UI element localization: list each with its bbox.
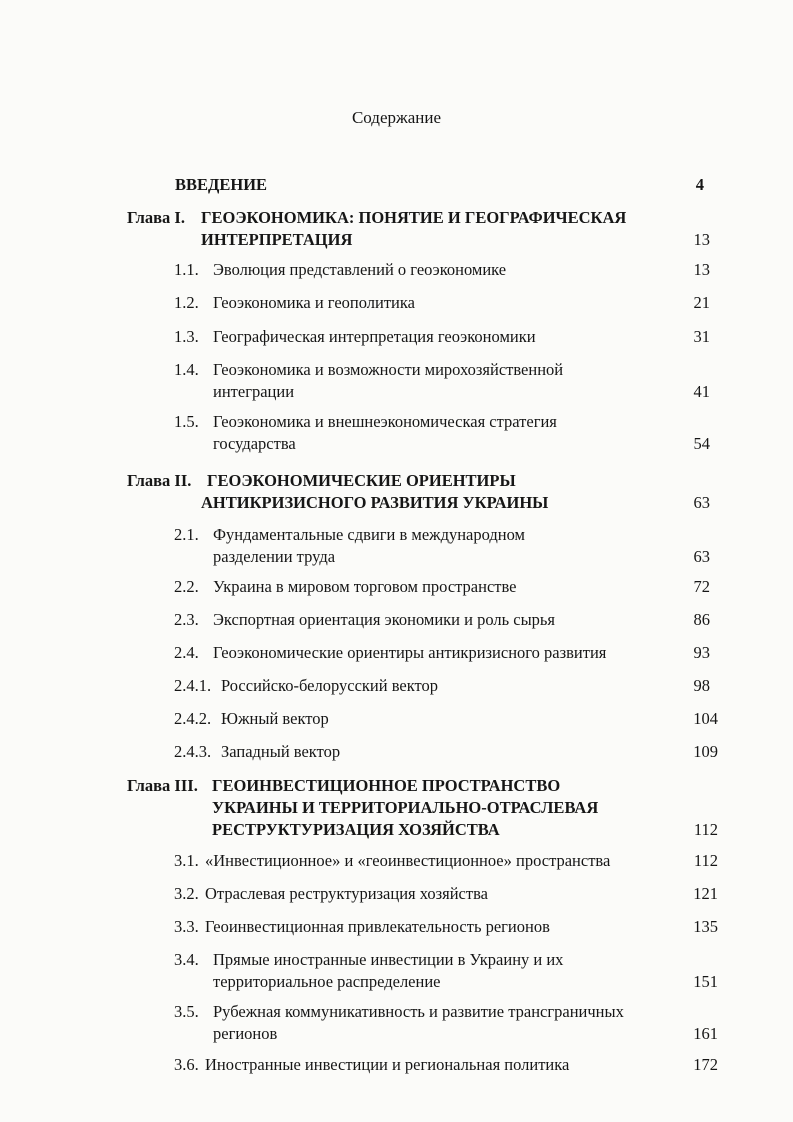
chapter-title-line: АНТИКРИЗИСНОГО РАЗВИТИЯ УКРАИНЫ <box>201 493 549 512</box>
entry-number: 3.4. <box>174 950 199 969</box>
entry-number: 3.1. <box>174 851 199 870</box>
entry-title: Географическая интерпретация геоэкономики <box>213 327 536 346</box>
entry-page: 104 <box>693 709 718 728</box>
chapter-title-line: ГЕОЭКОНОМИКА: ПОНЯТИЕ И ГЕОГРАФИЧЕСКАЯ <box>201 208 627 227</box>
entry-page: 13 <box>693 260 710 279</box>
entry-title: разделении труда <box>213 547 336 566</box>
entry-number: 1.4. <box>174 360 199 379</box>
entry-page: 151 <box>693 972 718 991</box>
entry-title: Рубежная коммуникативность и развитие трансграничных <box>213 1002 624 1021</box>
entry-number: 3.6. <box>174 1055 199 1074</box>
entry-title: регионов <box>213 1024 278 1043</box>
entry-page: 112 <box>693 851 718 870</box>
chapter-title-line: ИНТЕРПРЕТАЦИЯ <box>201 230 353 249</box>
entry-number: 3.5. <box>174 1002 199 1021</box>
entry-title: Геоэкономика и геополитика <box>213 293 415 312</box>
entry-number: 2.4. <box>174 643 199 662</box>
entry-title: Геоэкономика и внешнеэкономическая стратегия <box>213 412 557 431</box>
entry-number: 1.3. <box>174 327 199 346</box>
entry-title: Геоинвестиционная привлекательность регионов <box>205 917 550 936</box>
chapter-title-line: ГЕОЭКОНОМИЧЕСКИЕ ОРИЕНТИРЫ <box>207 471 516 490</box>
entry-title: интеграции <box>213 382 295 401</box>
entry-page: 41 <box>693 382 710 401</box>
chapter-title-line: ГЕОИНВЕСТИЦИОННОЕ ПРОСТРАНСТВО <box>212 776 561 795</box>
entry-number: 2.4.1. <box>174 676 212 695</box>
entry-page: 13 <box>693 230 710 249</box>
entry-title: государства <box>213 434 296 453</box>
entry-page: 109 <box>693 742 718 761</box>
entry-title: Прямые иностранные инвестиции в Украину и их <box>213 950 564 969</box>
entry-page: 21 <box>693 293 710 312</box>
entry-number: 3.3. <box>174 917 199 936</box>
entry-page: 54 <box>693 434 710 453</box>
entry-page: 161 <box>693 1024 718 1043</box>
entry-number: 2.4.3. <box>174 742 212 761</box>
entry-title: «Инвестиционное» и «геоинвестиционное» пространства <box>205 851 611 870</box>
entry-number: 1.2. <box>174 293 199 312</box>
chapter-prefix: Глава II. <box>127 471 192 490</box>
entry-number: 2.1. <box>174 525 199 544</box>
chapter-prefix: Глава III. <box>127 776 198 795</box>
entry-page: 135 <box>693 917 718 936</box>
entry-page: 172 <box>693 1055 718 1074</box>
entry-page: 63 <box>693 547 710 566</box>
entry-number: 2.4.2. <box>174 709 212 728</box>
entry-number: 1.1. <box>174 260 199 279</box>
entry-number: 2.3. <box>174 610 199 629</box>
entry-page: 86 <box>693 610 710 629</box>
entry-label: ВВЕДЕНИЕ <box>175 175 268 194</box>
chapter-title-line: РЕСТРУКТУРИЗАЦИЯ ХОЗЯЙСТВА <box>212 820 500 839</box>
entry-title: Отраслевая реструктуризация хозяйства <box>205 884 488 903</box>
entry-page: 72 <box>693 577 710 596</box>
entry-title: Геоэкономика и возможности мирохозяйственной <box>213 360 564 379</box>
entry-page: 98 <box>693 676 710 695</box>
entry-page: 4 <box>695 175 704 194</box>
page-title: Содержание <box>351 108 442 127</box>
entry-page: 112 <box>693 820 718 839</box>
entry-title: территориальное распределение <box>213 972 441 991</box>
entry-title: Экспортная ориентация экономики и роль сырья <box>213 610 556 629</box>
entry-page: 63 <box>693 493 710 512</box>
entry-page: 93 <box>693 643 710 662</box>
entry-title: Южный вектор <box>221 709 329 728</box>
entry-title: Фундаментальные сдвиги в международном <box>213 525 526 544</box>
entry-number: 2.2. <box>174 577 199 596</box>
entry-page: 121 <box>693 884 718 903</box>
entry-title: Российско-белорусский вектор <box>221 676 439 695</box>
entry-title: Геоэкономические ориентиры антикризисного развития <box>213 643 607 662</box>
entry-page: 31 <box>693 327 710 346</box>
entry-title: Эволюция представлений о геоэкономике <box>213 260 507 279</box>
entry-title: Западный вектор <box>221 742 341 761</box>
entry-number: 3.2. <box>174 884 199 903</box>
entry-number: 1.5. <box>174 412 199 431</box>
chapter-title-line: УКРАИНЫ И ТЕРРИТОРИАЛЬНО-ОТРАСЛЕВАЯ <box>212 798 599 817</box>
chapter-prefix: Глава I. <box>127 208 185 227</box>
entry-title: Украина в мировом торговом пространстве <box>213 577 517 596</box>
entry-title: Иностранные инвестиции и региональная политика <box>205 1055 570 1074</box>
